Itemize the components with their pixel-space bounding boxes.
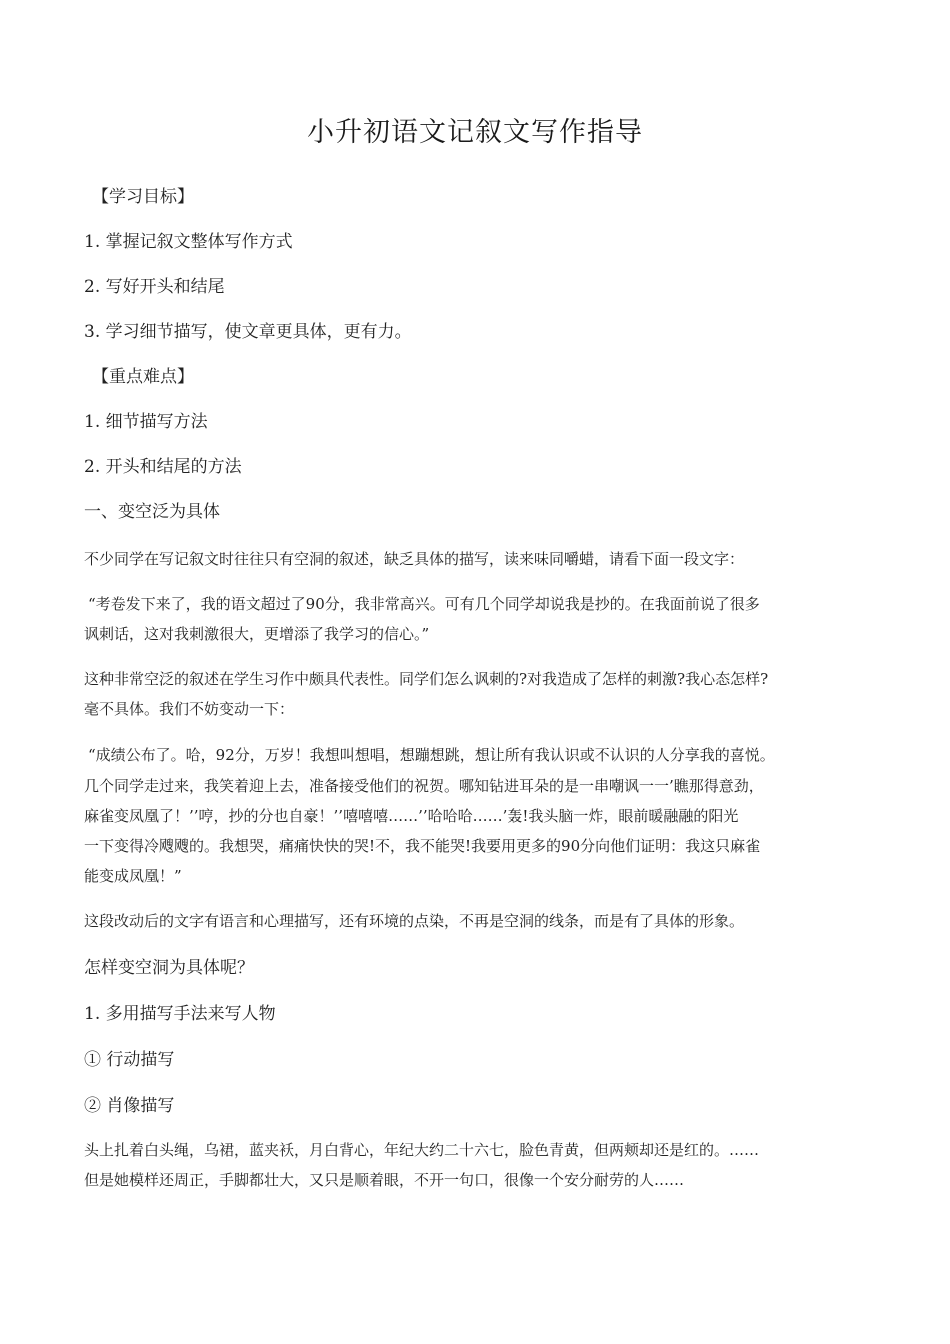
goal-item-1: 1. 掌握记叙文整体写作方式: [84, 232, 293, 252]
quote-1-line-2: 讽刺话，这对我刺激很大，更增添了我学习的信心。”: [84, 625, 430, 643]
quote-2-line-4: 一下变得冷飕飕的。我想哭，痛痛快快的哭!不，我不能哭!我要用更多的90分向他们证明：我这只麻雀: [84, 837, 761, 855]
analysis-1-line-1: 这种非常空泛的叙述在学生习作中颇具代表性。同学们怎么讽刺的?对我造成了怎样的刺激?我心态怎样?: [84, 670, 769, 688]
key-point-2: 2. 开头和结尾的方法: [84, 457, 242, 477]
question-line: 怎样变空洞为具体呢？: [84, 958, 254, 978]
goals-heading: 【学习目标】: [92, 187, 194, 207]
key-points-heading: 【重点难点】: [92, 367, 194, 387]
quote-2-line-1: “成绩公布了。哈，92分，万岁！我想叫想唱，想蹦想跳，想让所有我认识或不认识的人分享我的喜悦。: [88, 746, 775, 764]
sub-item-action: ① 行动描写: [84, 1050, 175, 1070]
quote-2-line-3: 麻雀变凤凰了！’’哼，抄的分也自豪！’’嘻嘻嘻……’’哈哈哈……’轰!我头脑一炸，眼前暖融融的阳光: [84, 807, 739, 825]
example-line-2: 但是她模样还周正，手脚都壮大，又只是顺着眼，不开一句口，很像一个安分耐劳的人……: [84, 1171, 685, 1189]
intro-paragraph: 不少同学在写记叙文时往往只有空洞的叙述，缺乏具体的描写，读来味同嚼蜡，请看下面一段文字：: [84, 550, 745, 568]
analysis-1-line-2: 毫不具体。我们不妨变动一下：: [84, 700, 295, 718]
method-1: 1. 多用描写手法来写人物: [84, 1004, 276, 1024]
example-line-1: 头上扎着白头绳，乌裙，蓝夹袄，月白背心，年纪大约二十六七，脸色青黄，但两颊却还是红的。……: [84, 1141, 760, 1159]
sub-item-portrait: ② 肖像描写: [84, 1096, 175, 1116]
analysis-2: 这段改动后的文字有语言和心理描写，还有环境的点染，不再是空洞的线条，而是有了具体的形象。: [84, 912, 745, 930]
quote-1-line-1: “考卷发下来了，我的语文超过了90分，我非常高兴。可有几个同学却说我是抄的。在我面前说了很多: [88, 595, 760, 613]
quote-2-line-2: 几个同学走过来，我笑着迎上去，准备接受他们的祝贺。哪知钻进耳朵的是一串嘲讽一一’瞧那得意劲，: [84, 777, 764, 795]
goal-item-2: 2. 写好开头和结尾: [84, 277, 225, 297]
page-title: 小升初语文记叙文写作指导: [307, 117, 643, 148]
key-point-1: 1. 细节描写方法: [84, 412, 208, 432]
section-heading: 一、变空泛为具体: [84, 502, 220, 522]
quote-2-line-5: 能变成凤凰！”: [84, 867, 182, 885]
goal-item-3: 3. 学习细节描写，使文章更具体，更有力。: [84, 322, 412, 342]
